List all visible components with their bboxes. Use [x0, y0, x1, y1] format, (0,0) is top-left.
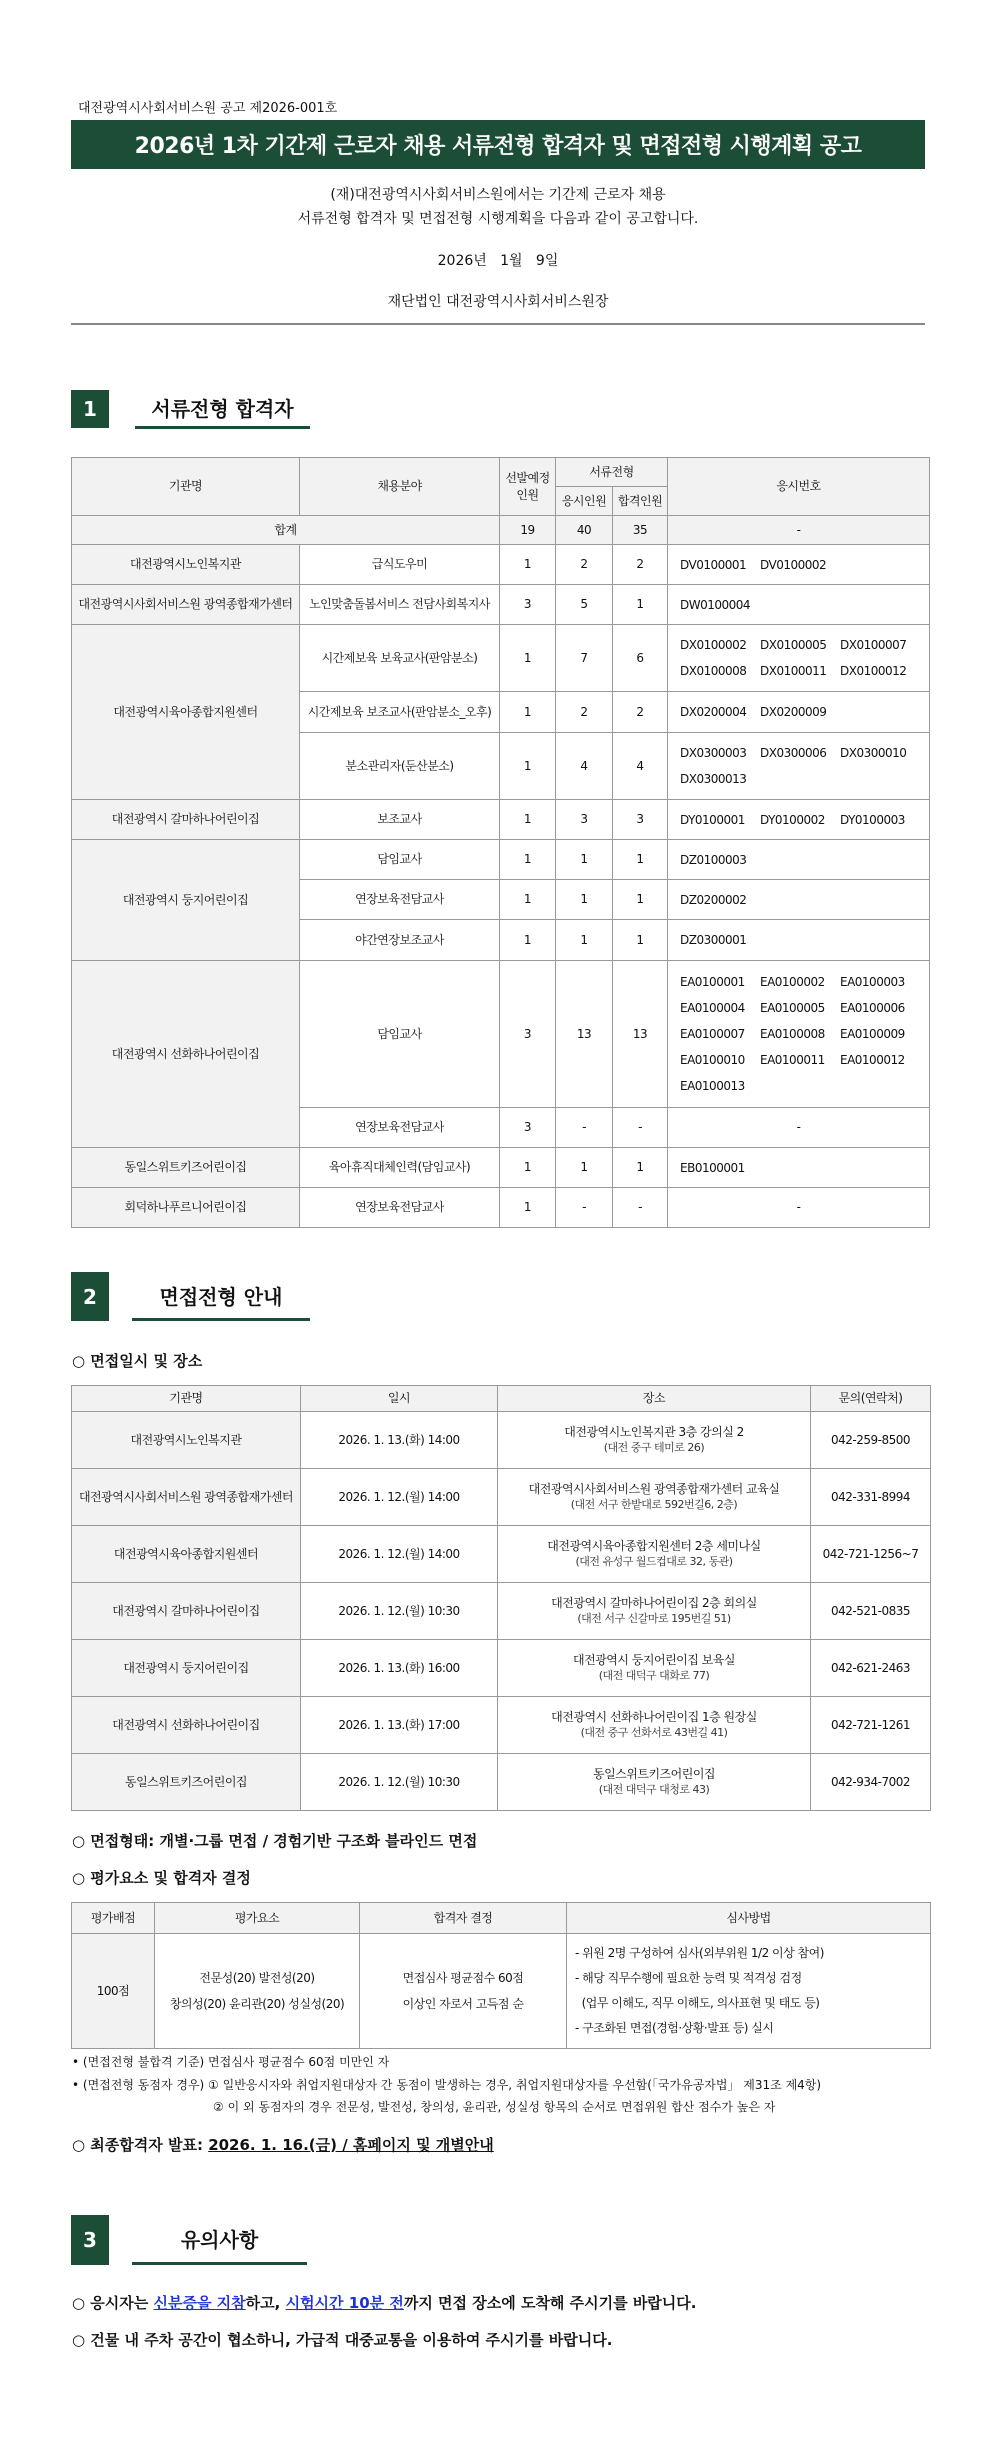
org-name: 대전광역시 갈마하나어린이집: [72, 800, 300, 840]
recruit-field: 보조교사: [300, 800, 500, 840]
applicant-id: EA0100013: [680, 1079, 745, 1093]
table-row: [72, 625, 930, 692]
applied-count: -: [556, 1188, 613, 1228]
passed-count: 13: [613, 961, 668, 1108]
caution-text: 까지 면접 장소에 도착해 주시기를 바랍니다.: [403, 2294, 697, 2312]
planned-count: 1: [500, 625, 556, 692]
eval-col-score: 평가배점: [72, 1903, 155, 1934]
place-name: 대전광역시사회서비스원 광역종합재가센터 교육실: [528, 1482, 780, 1497]
final-value: 2026. 1. 16.(금) / 홈페이지 및 개별안내: [208, 2136, 494, 2154]
applicant-id: DX0200009: [760, 705, 827, 719]
applicant-id: DV0100001: [680, 557, 747, 572]
eval-method-line: (업무 이해도, 직무 이해도, 의사표현 및 태도 등): [575, 1996, 820, 2010]
page-title: 2026년 1차 기간제 근로자 채용 서류전형 합격자 및 면접전형 시행계획 공고: [71, 120, 925, 169]
applied-count: 1: [556, 1148, 613, 1188]
schedule-org: 대전광역시육아종합지원센터: [72, 1526, 301, 1583]
evaluation-table: [71, 1902, 931, 2049]
table-row: [72, 1697, 931, 1754]
document-pass-table: [71, 457, 930, 1228]
planned-count: 3: [500, 585, 556, 625]
passed-count: 4: [613, 733, 668, 800]
applicant-id: EA0100009: [840, 1027, 905, 1041]
schedule-org: 대전광역시 선화하나어린이집: [72, 1697, 301, 1754]
applicant-id: DX0300013: [680, 772, 747, 786]
applicant-ids: [668, 961, 930, 1108]
divider: [71, 323, 925, 325]
table-row: [72, 961, 930, 1108]
applicant-id: EA0100001: [680, 975, 745, 989]
planned-count: 1: [500, 545, 556, 585]
planned-count: 3: [500, 1108, 556, 1148]
eval-method-line: - 위원 2명 구성하여 심사(외부위원 1/2 이상 참여): [575, 1946, 824, 1960]
org-name: 대전광역시노인복지관: [72, 545, 300, 585]
recruit-field: 담임교사: [300, 961, 500, 1108]
applicant-id: DZ0300001: [680, 933, 747, 947]
applicant-id: -: [796, 1120, 801, 1135]
applicant-ids: [668, 585, 930, 625]
schedule-org: 동일스위트키즈어린이집: [72, 1754, 301, 1811]
applicant-ids: [668, 692, 930, 733]
place-address: (대전 대덕구 대화로 77): [598, 1668, 710, 1682]
intro-line-1: (재)대전광역시사회서비스원에서는 기간제 근로자 채용: [330, 187, 666, 203]
caution-highlight-id: 신분증을 지참: [153, 2294, 246, 2312]
schedule-col-header: 일시: [301, 1386, 498, 1412]
note-fail-criteria: • (면접전형 불합격 기준) 면접심사 평균점수 60점 미만인 자: [72, 2055, 390, 2069]
place-name: 동일스위트키즈어린이집: [592, 1767, 715, 1782]
schedule-contact: 042-621-2463: [811, 1640, 931, 1697]
applied-count: 5: [556, 585, 613, 625]
schedule-contact: 042-934-7002: [811, 1754, 931, 1811]
eval-method-line: - 해당 직무수행에 필요한 능력 및 적격성 검정: [575, 1971, 802, 1985]
col-planned: 선발예정 인원: [500, 458, 556, 516]
caution-text: 하고,: [245, 2294, 286, 2312]
col-ids: 응시번호: [668, 458, 930, 516]
org-name: 동일스위트키즈어린이집: [72, 1148, 300, 1188]
applicant-id: DX0100007: [840, 638, 907, 652]
applicant-id: DX0100008: [680, 664, 747, 678]
col-field: 채용분야: [300, 458, 500, 516]
passed-count: 1: [613, 585, 668, 625]
applied-count: 13: [556, 961, 613, 1108]
final-label: ○ 최종합격자 발표:: [72, 2136, 209, 2154]
caution-line-1: [72, 2292, 696, 2313]
applicant-id: EA0100006: [840, 1001, 905, 1015]
recruit-field: 시간제보육 보육교사(판암분소): [300, 625, 500, 692]
eval-element-line: 창의성(20) 윤리관(20) 성실성(20): [169, 1997, 345, 2011]
recruit-field: 담임교사: [300, 840, 500, 880]
applicant-id: EA0100011: [760, 1053, 825, 1067]
eval-method-line: - 구조화된 면접(경험·상황·발표 등) 실시: [575, 2021, 774, 2035]
total-label: 합계: [72, 516, 500, 545]
place-name: 대전광역시 선화하나어린이집 1층 원장실: [551, 1710, 757, 1725]
table-row: [72, 1412, 931, 1469]
applicant-ids: [668, 920, 930, 961]
applicant-ids: [668, 733, 930, 800]
planned-count: 1: [500, 1148, 556, 1188]
final-announcement: [72, 2134, 494, 2155]
applied-count: 4: [556, 733, 613, 800]
table-row: [72, 1640, 931, 1697]
recruit-field: 연장보육전담교사: [300, 880, 500, 920]
recruit-field: 급식도우미: [300, 545, 500, 585]
applicant-id: EA0100003: [840, 975, 905, 989]
table-row: [72, 1148, 930, 1188]
caution-highlight-time: 시험시간 10분 전: [285, 2294, 404, 2312]
passed-count: 3: [613, 800, 668, 840]
eval-decision-line: 이상인 자로서 고득점 순: [402, 1997, 524, 2011]
applicant-id: DX0200004: [680, 705, 747, 719]
applicant-ids: [668, 1108, 930, 1148]
applicant-ids: [668, 800, 930, 840]
place-name: 대전광역시 갈마하나어린이집 2층 회의실: [551, 1596, 757, 1611]
applicant-id: DY0100003: [840, 812, 905, 827]
applicant-id: DV0100002: [760, 557, 827, 572]
eval-col-method: 심사방법: [567, 1903, 931, 1934]
schedule-heading: ○ 면접일시 및 장소: [72, 1352, 203, 1370]
recruit-field: 연장보육전담교사: [300, 1108, 500, 1148]
applicant-id: EA0100012: [840, 1053, 905, 1067]
applied-count: 7: [556, 625, 613, 692]
applicant-ids: [668, 880, 930, 920]
col-doc: 서류전형: [556, 458, 668, 487]
eval-col-decision: 합격자 결정: [360, 1903, 567, 1934]
eval-col-elements: 평가요소: [155, 1903, 360, 1934]
applied-count: 1: [556, 880, 613, 920]
applicant-id: DX0300003: [680, 746, 747, 760]
schedule-org: 대전광역시노인복지관: [72, 1412, 301, 1469]
eval-score: 100점: [72, 1934, 155, 2049]
schedule-place: [498, 1754, 811, 1811]
org-name: 대전광역시사회서비스원 광역종합재가센터: [72, 585, 300, 625]
place-address: (대전 유성구 월드컵대로 32, 동관): [575, 1554, 733, 1568]
section-2-title: 면접전형 안내: [132, 1272, 310, 1321]
schedule-org: 대전광역시 갈마하나어린이집: [72, 1583, 301, 1640]
note-tie-1: • (면접전형 동점자 경우) ① 일반응시자와 취업지원대상자 간 동점이 발생하는 경우, 취업지원대상자를 우선함(「국가유공자법」 제31조 제4항): [72, 2078, 822, 2092]
schedule-place: [498, 1526, 811, 1583]
applied-count: 1: [556, 840, 613, 880]
applicant-id: DX0300010: [840, 746, 907, 760]
total-applied: 40: [556, 516, 613, 545]
col-org: 기관명: [72, 458, 300, 516]
caution-text: ○ 응시자는: [72, 2294, 154, 2312]
total-passed: 35: [613, 516, 668, 545]
applicant-ids: [668, 840, 930, 880]
table-row: [72, 1754, 931, 1811]
applicant-id: EA0100010: [680, 1053, 745, 1067]
passed-count: 2: [613, 692, 668, 733]
table-row: [72, 840, 930, 880]
applicant-id: DX0100012: [840, 664, 907, 678]
planned-count: 1: [500, 840, 556, 880]
planned-count: 1: [500, 692, 556, 733]
recruit-field: 분소관리자(둔산분소): [300, 733, 500, 800]
schedule-contact: 042-721-1256~7: [811, 1526, 931, 1583]
recruit-field: 육아휴직대체인력(담임교사): [300, 1148, 500, 1188]
table-row: [72, 585, 930, 625]
col-passed: 합격인원: [613, 487, 668, 516]
intro-line-2: 서류전형 합격자 및 면접전형 시행계획을 다음과 같이 공고합니다.: [297, 211, 699, 227]
schedule-datetime: 2026. 1. 13.(화) 17:00: [301, 1697, 498, 1754]
planned-count: 1: [500, 1188, 556, 1228]
recruit-field: 연장보육전담교사: [300, 1188, 500, 1228]
passed-count: 1: [613, 920, 668, 961]
section-3-title: 유의사항: [132, 2215, 307, 2265]
eval-element-line: 전문성(20) 발전성(20): [199, 1971, 315, 1985]
recruit-field: 야간연장보조교사: [300, 920, 500, 961]
signer: 재단법인 대전광역시사회서비스원장: [387, 294, 609, 310]
schedule-contact: 042-521-0835: [811, 1583, 931, 1640]
org-name: 대전광역시 선화하나어린이집: [72, 961, 300, 1148]
applicant-ids: [668, 1188, 930, 1228]
applicant-id: DY0100002: [760, 812, 825, 827]
applicant-id: DX0300006: [760, 746, 827, 760]
passed-count: 1: [613, 880, 668, 920]
section-1-number: 1: [71, 390, 109, 428]
applied-count: 1: [556, 920, 613, 961]
applicant-id: EA0100007: [680, 1027, 745, 1041]
table-row: [72, 1583, 931, 1640]
table-row: [72, 1526, 931, 1583]
applicant-id: -: [796, 1200, 801, 1215]
passed-count: 1: [613, 840, 668, 880]
eval-heading: ○ 평가요소 및 합격자 결정: [72, 1869, 251, 1887]
schedule-contact: 042-331-8994: [811, 1469, 931, 1526]
applicant-id: DY0100001: [680, 812, 745, 827]
schedule-place: [498, 1583, 811, 1640]
planned-count: 1: [500, 800, 556, 840]
applicant-id: EA0100004: [680, 1001, 745, 1015]
applicant-ids: [668, 1148, 930, 1188]
applicant-id: DX0100011: [760, 664, 827, 678]
caution-line-2: ○ 건물 내 주차 공간이 협소하니, 가급적 대중교통을 이용하여 주시기를 바랍니다.: [72, 2331, 613, 2349]
applicant-id: EA0100008: [760, 1027, 825, 1041]
schedule-contact: 042-259-8500: [811, 1412, 931, 1469]
schedule-datetime: 2026. 1. 12.(월) 10:30: [301, 1583, 498, 1640]
schedule-datetime: 2026. 1. 12.(월) 14:00: [301, 1469, 498, 1526]
applied-count: 3: [556, 800, 613, 840]
schedule-col-header: 장소: [498, 1386, 811, 1412]
planned-count: 3: [500, 961, 556, 1108]
total-row: [72, 516, 930, 545]
place-address: (대전 대덕구 대청로 43): [598, 1782, 710, 1796]
place-name: 대전광역시육아종합지원센터 2층 세미나실: [547, 1539, 761, 1554]
section-1-title: 서류전형 합격자: [135, 388, 310, 429]
schedule-place: [498, 1412, 811, 1469]
place-name: 대전광역시 둥지어린이집 보육실: [573, 1653, 735, 1668]
schedule-datetime: 2026. 1. 12.(월) 14:00: [301, 1526, 498, 1583]
table-row: [72, 1469, 931, 1526]
recruit-field: 노인맞춤돌봄서비스 전담사회복지사: [300, 585, 500, 625]
schedule-place: [498, 1697, 811, 1754]
place-address: (대전 서구 한밭대로 592번길6, 2층): [570, 1497, 738, 1511]
schedule-datetime: 2026. 1. 12.(월) 10:30: [301, 1754, 498, 1811]
applicant-id: DX0100002: [680, 638, 747, 652]
org-name: 회덕하나푸르니어린이집: [72, 1188, 300, 1228]
schedule-datetime: 2026. 1. 13.(화) 14:00: [301, 1412, 498, 1469]
section-2-number: 2: [71, 1272, 109, 1321]
schedule-place: [498, 1469, 811, 1526]
interview-format: ○ 면접형태: 개별·그룹 면접 / 경험기반 구조화 블라인드 면접: [72, 1832, 478, 1850]
place-name: 대전광역시노인복지관 3층 강의실 2: [564, 1425, 744, 1440]
schedule-datetime: 2026. 1. 13.(화) 16:00: [301, 1640, 498, 1697]
applied-count: 2: [556, 692, 613, 733]
eval-elements: [155, 1934, 360, 2049]
eval-decision-line: 면접심사 평균점수 60점: [402, 1971, 524, 1985]
col-applied: 응시인원: [556, 487, 613, 516]
notice-number: 대전광역시사회서비스원 공고 제2026-001호: [78, 101, 338, 116]
passed-count: 1: [613, 1148, 668, 1188]
applicant-ids: [668, 545, 930, 585]
place-address: (대전 서구 신갈마로 195번길 51): [577, 1611, 731, 1625]
schedule-place: [498, 1640, 811, 1697]
table-row: [72, 545, 930, 585]
applicant-id: EA0100005: [760, 1001, 825, 1015]
passed-count: 2: [613, 545, 668, 585]
eval-methods: [567, 1934, 931, 2049]
schedule-org: 대전광역시사회서비스원 광역종합재가센터: [72, 1469, 301, 1526]
applicant-id: DX0100005: [760, 638, 827, 652]
place-address: (대전 중구 테미로 26): [603, 1440, 705, 1454]
applicant-id: EB0100001: [680, 1160, 745, 1175]
applied-count: -: [556, 1108, 613, 1148]
total-ids: -: [668, 516, 930, 545]
planned-count: 1: [500, 733, 556, 800]
applicant-id: DZ0100003: [680, 852, 747, 867]
table-row: [72, 800, 930, 840]
eval-decision: [360, 1934, 567, 2049]
applicant-id: EA0100002: [760, 975, 825, 989]
section-3-number: 3: [71, 2215, 109, 2265]
applicant-id: DW0100004: [680, 597, 751, 612]
planned-count: 1: [500, 920, 556, 961]
note-tie-2: ② 이 외 동점자의 경우 전문성, 발전성, 창의성, 윤리관, 성실성 항목의 순서로 면접위원 합산 점수가 높은 자: [213, 2100, 776, 2114]
interview-schedule-table: [71, 1385, 931, 1811]
schedule-org: 대전광역시 둥지어린이집: [72, 1640, 301, 1697]
table-row: [72, 1188, 930, 1228]
place-address: (대전 중구 선화서로 43번길 41): [580, 1725, 728, 1739]
org-name: 대전광역시 둥지어린이집: [72, 840, 300, 961]
schedule-col-header: 기관명: [72, 1386, 301, 1412]
org-name: 대전광역시육아종합지원센터: [72, 625, 300, 800]
total-planned: 19: [500, 516, 556, 545]
passed-count: 6: [613, 625, 668, 692]
applied-count: 2: [556, 545, 613, 585]
notice-date: 2026년 1월 9일: [437, 253, 559, 269]
passed-count: -: [613, 1108, 668, 1148]
recruit-field: 시간제보육 보조교사(판암분소_오후): [300, 692, 500, 733]
applicant-ids: [668, 625, 930, 692]
passed-count: -: [613, 1188, 668, 1228]
schedule-contact: 042-721-1261: [811, 1697, 931, 1754]
planned-count: 1: [500, 880, 556, 920]
schedule-col-header: 문의(연락처): [811, 1386, 931, 1412]
applicant-id: DZ0200002: [680, 892, 747, 907]
